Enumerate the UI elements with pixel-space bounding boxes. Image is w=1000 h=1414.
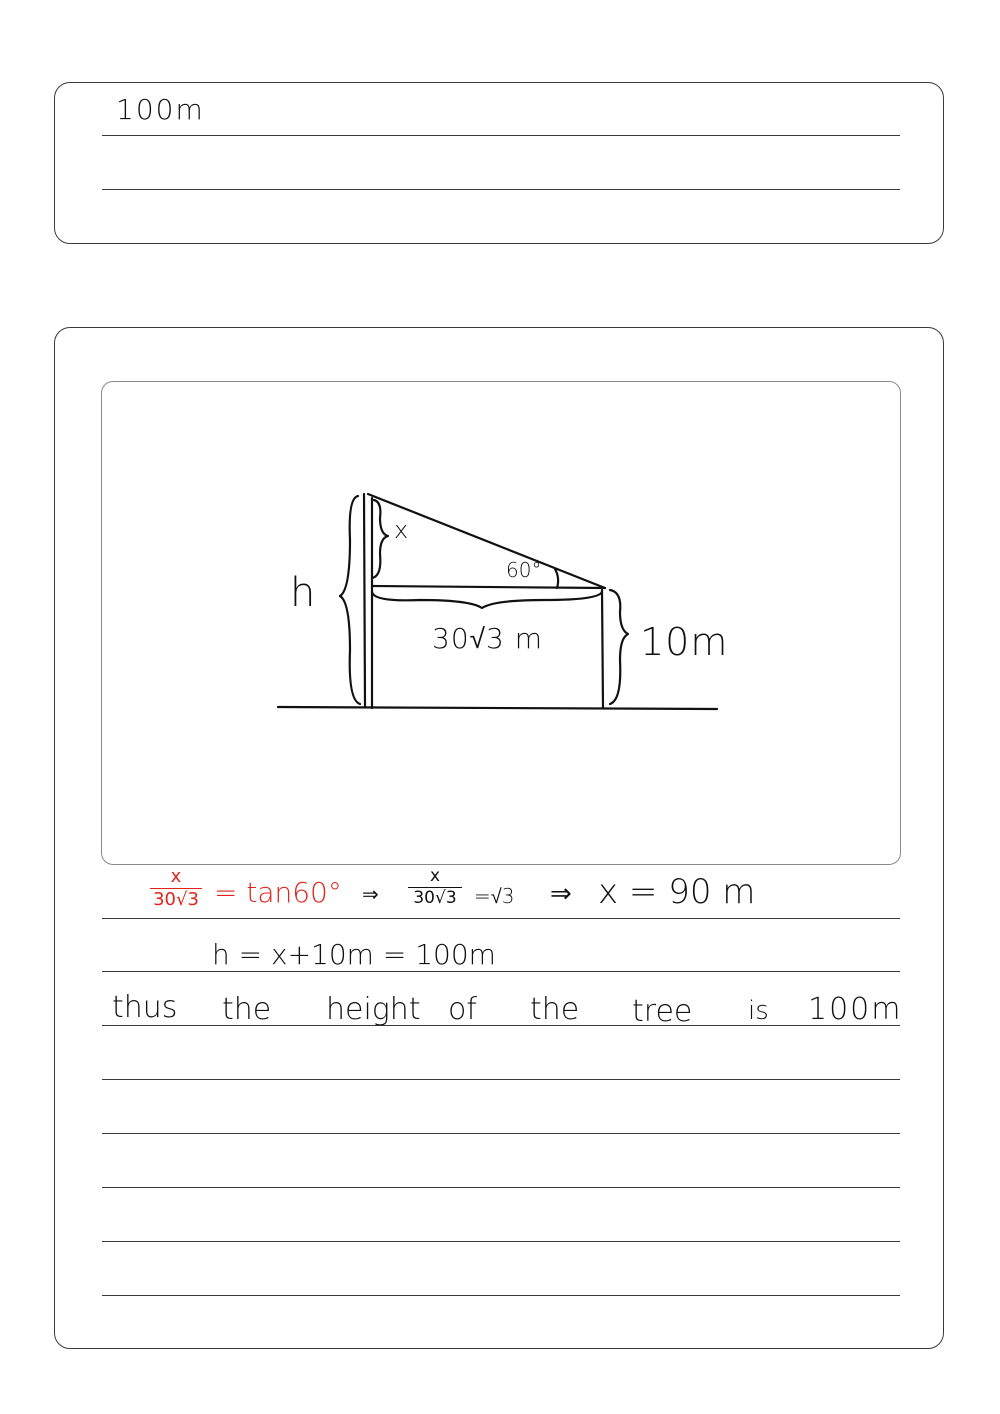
- solution-rule: [102, 918, 900, 919]
- tree-line: [364, 494, 365, 707]
- solution-rule: [102, 1295, 900, 1296]
- label-angle: 60°: [506, 558, 542, 582]
- conclusion-word: 100m: [808, 992, 903, 1027]
- conclusion-word: is: [748, 996, 769, 1026]
- h-equation: h = x+10m = 100m: [212, 938, 496, 971]
- conclusion-word: tree: [632, 994, 693, 1029]
- answer-text: 100m: [116, 93, 205, 126]
- label-base: 30√3 m: [432, 622, 543, 655]
- label-h: h: [290, 570, 316, 616]
- building-line: [602, 590, 603, 708]
- label-x: x: [394, 516, 409, 544]
- brace-base: [372, 592, 602, 608]
- implies-arrow-1: ⇒: [362, 882, 379, 906]
- fraction-x-over-30root3: [150, 868, 202, 909]
- tan-equation: = tan60°: [214, 876, 342, 909]
- angle-arc: [555, 569, 558, 588]
- conclusion-word: thus: [112, 990, 178, 1025]
- solution-rule: [102, 971, 900, 972]
- fraction-denominator: 30√3: [413, 888, 457, 908]
- ground-line: [278, 707, 717, 709]
- solution-rule: [102, 1241, 900, 1242]
- conclusion-word: the: [530, 992, 580, 1027]
- label-side: 10m: [640, 620, 729, 664]
- implies-arrow-2: ⇒: [550, 879, 572, 909]
- fraction-denominator: 30√3: [153, 889, 199, 910]
- conclusion-word: the: [222, 992, 272, 1027]
- solution-rule: [102, 1133, 900, 1134]
- brace-10m: [610, 590, 628, 704]
- conclusion-word: height: [326, 992, 421, 1027]
- horizontal-line: [372, 586, 605, 588]
- solution-rule: [102, 1187, 900, 1188]
- fraction-numerator: x: [429, 866, 441, 886]
- conclusion-word: of: [448, 992, 477, 1027]
- fraction-x-over-30root3-black: [408, 868, 462, 907]
- brace-x: [372, 500, 388, 578]
- root3-equation: =√3: [474, 884, 515, 908]
- brace-h: [340, 496, 360, 704]
- x-result: x = 90 m: [598, 872, 756, 912]
- solution-rule: [102, 1079, 900, 1080]
- fraction-numerator: x: [170, 866, 182, 887]
